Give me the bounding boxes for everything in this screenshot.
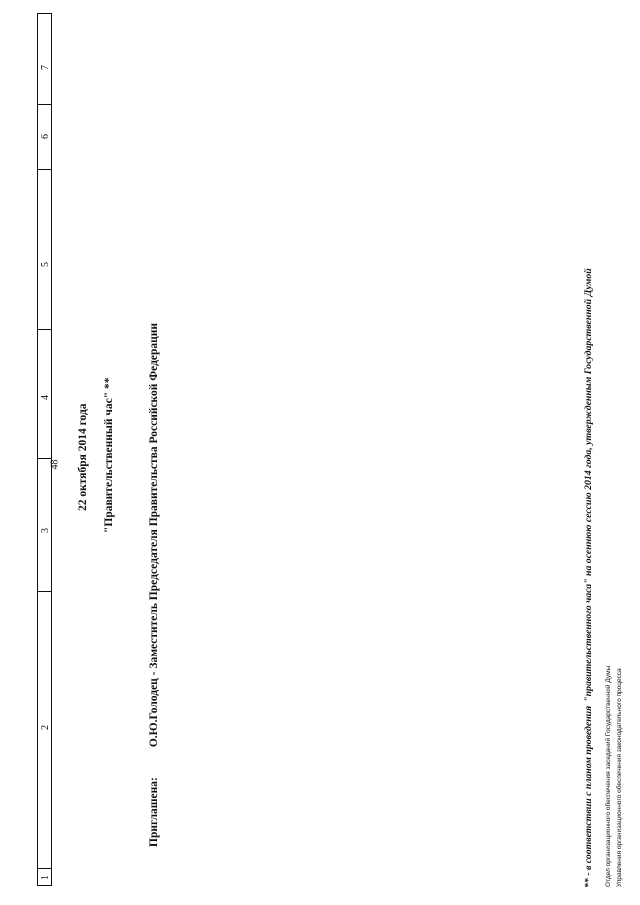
column-separator: [38, 169, 51, 170]
session-title: "Правительственный час" **: [103, 377, 115, 533]
footnote: [583, 268, 594, 888]
header-table: [37, 13, 52, 886]
department-line: Управления организационного обеспечения законодательного процесса: [616, 668, 623, 887]
column-separator: [38, 458, 51, 459]
column-number: 5: [40, 262, 51, 267]
department-line: Отдел организационного обеспечения заседаний Государственной Думы: [605, 665, 612, 887]
column-number: 6: [40, 134, 51, 139]
invited-name: О.Ю.Голодец - Заместитель Председателя Правительства Российской Федерации: [148, 322, 160, 748]
footnote-prefix: ** - в соответствии с планом проведения: [583, 705, 594, 888]
page-number: 48: [49, 459, 61, 470]
column-number: 2: [40, 725, 51, 730]
column-separator: [38, 104, 51, 105]
column-number: 4: [40, 395, 51, 400]
column-number: 1: [40, 875, 51, 880]
footnote-text: "правительственного часа" на осеннюю сессию 2014 года, утвержденным Государственной Думой: [583, 268, 594, 702]
session-date: 22 октября 2014 года: [77, 403, 89, 511]
column-separator: [38, 868, 51, 869]
invited-label: Приглашена:: [148, 777, 160, 847]
column-number: 7: [40, 65, 51, 70]
invited-line: [148, 323, 160, 847]
column-separator: [38, 591, 51, 592]
column-separator: [38, 329, 51, 330]
column-number: 3: [40, 528, 51, 533]
